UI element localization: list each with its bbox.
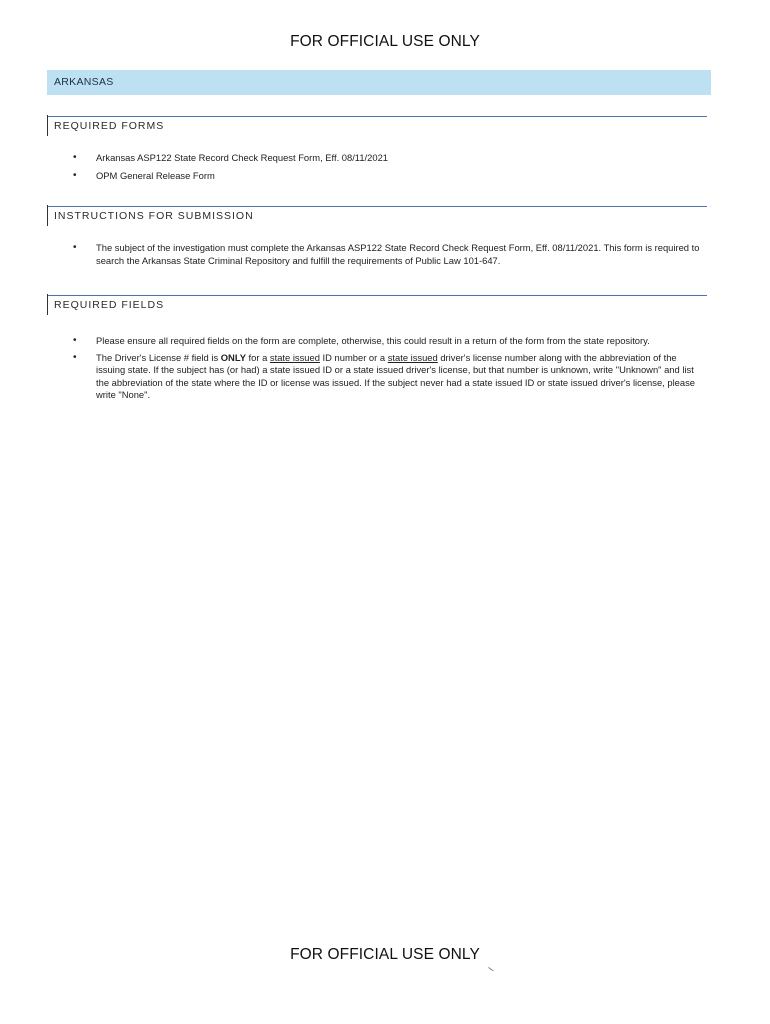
required-fields-list (70, 335, 700, 402)
bullet-icon: • (73, 335, 77, 346)
emphasis-only: ONLY (220, 351, 246, 363)
list-item (70, 170, 700, 183)
list-item-text: Please ensure all required fields on the form are complete, otherwise, this could result in a return of the form from the state repository. (96, 335, 650, 346)
section-required-forms (47, 115, 707, 136)
section-rule (48, 116, 707, 117)
section-required-fields (47, 294, 707, 315)
list-item (70, 152, 700, 165)
section-rule (48, 206, 707, 207)
list-item (70, 352, 700, 402)
underlined-state-issued: state issued (387, 351, 438, 363)
list-item (70, 242, 700, 267)
footer-marking: FOR OFFICIAL USE ONLY (290, 946, 480, 963)
state-banner (47, 70, 711, 95)
section-heading: INSTRUCTIONS FOR SUBMISSION (54, 210, 254, 222)
bullet-icon: • (73, 351, 77, 363)
list-item-text: Arkansas ASP122 State Record Check Request Form, Eff. 08/11/2021 (96, 152, 389, 163)
list-item (70, 335, 700, 348)
underlined-state-issued: state issued (269, 351, 320, 363)
list-item-text: OPM General Release Form (96, 169, 215, 181)
section-heading: REQUIRED FORMS (54, 120, 165, 132)
section-heading: REQUIRED FIELDS (54, 299, 165, 311)
section-rule (48, 295, 707, 296)
list-item-text: The Driver's License # field is ONLY for a state issued ID number or a state issued driver's license number along with the abbreviation of the issuing state. If the subject has (or had) a state issued ID or a state issued driver's license, but that number is unknown, write "Unknown" and list the abbreviation of the state where the ID or license was issued. If the subject never had a state issued ID or state issued driver's license, please write "None". (96, 351, 695, 400)
bullet-icon: • (73, 242, 77, 253)
section-instructions (47, 205, 707, 226)
instructions-list (70, 242, 700, 267)
required-forms-list (70, 152, 700, 182)
bullet-icon: • (73, 152, 77, 163)
scan-mark (488, 964, 496, 972)
bullet-icon: • (73, 169, 77, 181)
list-item-text: The subject of the investigation must complete the Arkansas ASP122 State Record Check Request Form, Eff. 08/11/2021. This form is required to search the Arkansas State Criminal Repository and fulfill the requirements of Public Law 101-647. (96, 242, 700, 266)
header-marking: FOR OFFICIAL USE ONLY (290, 33, 480, 50)
state-name: ARKANSAS (54, 76, 114, 88)
